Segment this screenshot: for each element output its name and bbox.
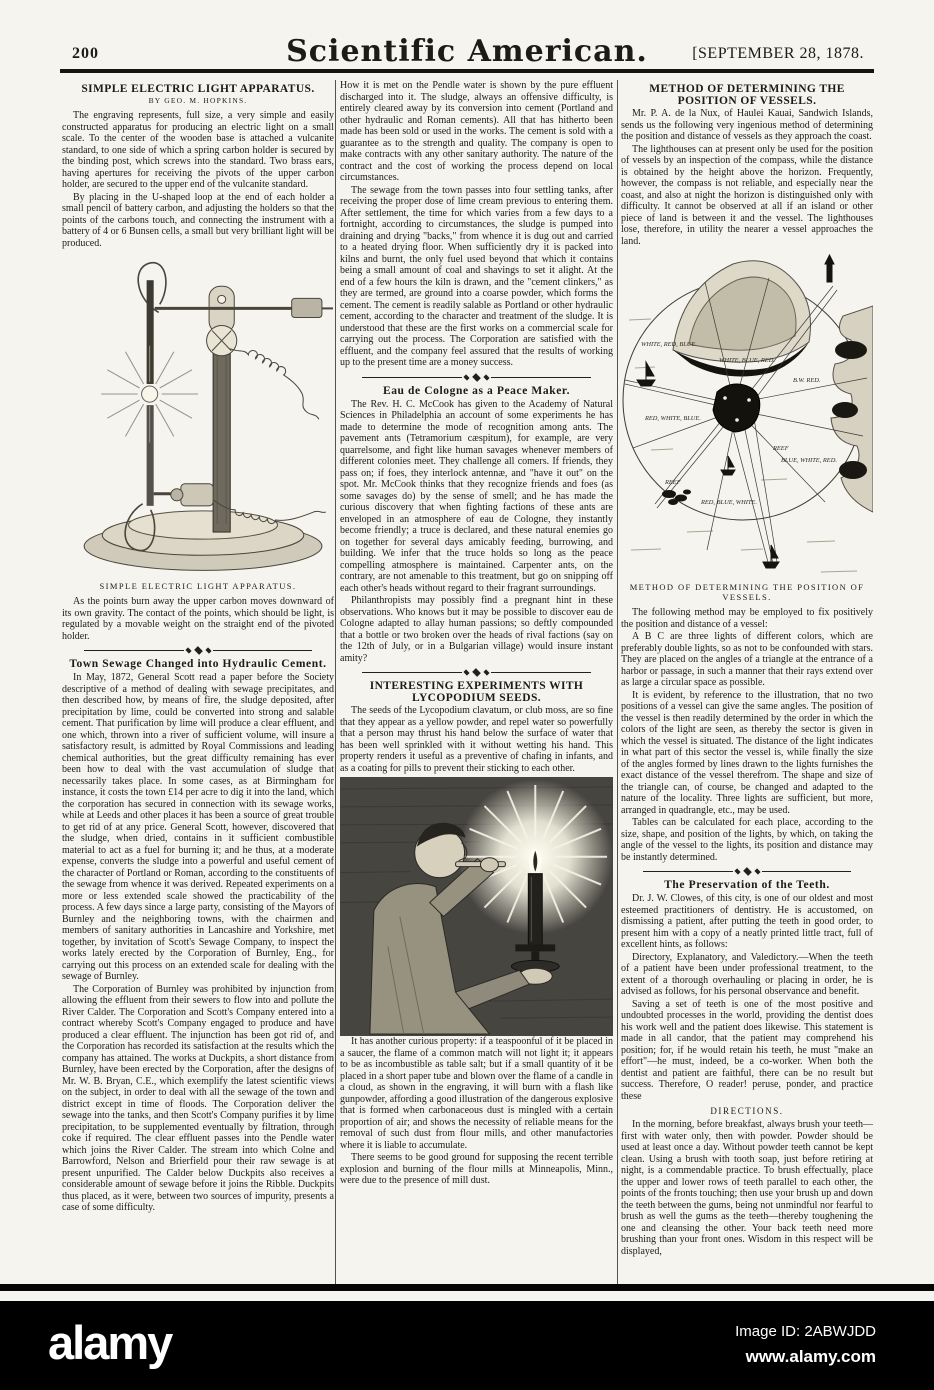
article-title: The Preservation of the Teeth. — [664, 879, 830, 891]
paragraph: Directory, Explanatory, and Valedictory.—When the teeth of a patient have been under professional treatment, to the extent of a thorough overhauling or placing in order, he is advised as follows, for his personal observance and benefit. — [621, 951, 873, 997]
sector-label: BLUE, WHITE, RED. — [781, 457, 837, 464]
article-title: SIMPLE ELECTRIC LIGHT APPARATUS. — [81, 83, 315, 95]
paragraph: The Corporation of Burnley was prohibited by injunction from allowing the effluent from their sewers to flow into and pollute the River Calder. The Corporation and Scott's Company entered into a contract whereby Scott's Company engaged to produce and have produced a clear effluent. The injunction has been got rid of, and the Corporation has recorded its satisfaction at the results which the company has attained. The works at Duckpits, a short distance from Burnley, have been erected by the Corporation, after the designs of Mr. W. B. Bryan, C.E., which exemplify the latest scientific views on the subject, in order to deal with all the sewage of the town and district except in time of floods. The Corporation deliver the sewage into the tanks, and then Scott's Company purifies it by lime precipitation, to be supplemented eventually by filtration, through coke if required. The clear effluent passes into the Pendle water which joins the River Calder. The stream into which Colne and Barrowford, Nelson and Brierfield pour their raw sewage is at present unpurified. The Calder below Duckpits also receives a considerable amount of sewage before it joins the Ribble. Duckpits thus placed, as it were, between two sources of impurity, presents a case of some difficulty. — [62, 983, 334, 1214]
article-title: Town Sewage Changed into Hydraulic Cement. — [69, 658, 327, 671]
column-divider — [617, 80, 618, 1284]
paragraph: As the points burn away the upper carbon moves downward of its own gravity. The contact of the points, which should be light, is regulated by a movable weight on the straight end of the pivoted holder. — [62, 596, 334, 642]
reef-label: REEF — [773, 445, 789, 452]
paragraph: It is evident, by reference to the illustration, that no two positions of a vessel can give the same angles. The position of the vessel is then readily determined by the order in which the colors of the light are seen, as thereby the sector is given in which the vessel is situated. The distance of the light indicates in what part of this sector the vessel is, while finally the size of the angles formed by lines drawn to the lights furnishes the exact distance of the vessel therefrom. The shape and size of the triangle can, of course, be changed and adapted to the nature of the locality. Three lights are sufficient, but more, arranged in quadrangle, etc., may be used. — [621, 689, 873, 816]
section-ornament — [362, 669, 591, 676]
directions-subhead: DIRECTIONS. — [710, 1106, 784, 1116]
article-title: Eau de Cologne as a Peace Maker. — [382, 384, 571, 397]
electric-apparatus-engraving — [62, 252, 334, 579]
paragraph: The lighthouses can at present only be used for the position of vessels by an inspection of the compass, while the distance is obtained by the height above the horizon. Frequently, however, the compass is not reliable, and especially near the coast, and also at night the horizon is distinguished only with difficulty. It cannot be observed at all if an island or other piece of land is between it and the vessel. The lighthouses lose, therefore, in utility the nearer a vessel approaches the land. — [621, 143, 873, 247]
column-3 — [621, 80, 873, 1284]
paragraph: There seems to be good ground for supposing the recent terrible explosion and burning of the flour mills at Minneapolis, Minn., were due to the presence of mill dust. — [340, 1152, 613, 1187]
paragraph: Mr. P. A. de la Nux, of Haulei Kauai, Sandwich Islands, sends us the following very ingenious method of determining the position and distance of vessels as they approach the coast. — [621, 108, 873, 142]
reef-label: REEF — [665, 479, 681, 486]
paragraph: By placing in the U-shaped loop at the end of each holder a small pencil of battery carbon, and adjusting the holders so that the points of the carbons touch, and connecting the instrument with a battery of 4 or 6 Bunsen cells, a small but very brilliant light will be produced. — [62, 191, 334, 249]
paragraph: Philanthropists may possibly find a pregnant hint in these observations. Who knows but it may be possible to discover eau de Cologne adapted to allay human passions; so deftly compounded that a bottle or two broken over the heads of rival factions (say on the 12th of July, or in a Bulgarian village) would insure instant amity? — [340, 595, 613, 664]
lycopodium-engraving — [340, 777, 613, 1036]
figure-caption: METHOD OF DETERMINING THE POSITION OF VESSELS. — [629, 582, 865, 602]
sector-label: B.W. RED. — [793, 377, 821, 384]
column-divider — [335, 80, 336, 1284]
page-bottom-rule — [0, 1284, 934, 1291]
figure-caption: SIMPLE ELECTRIC LIGHT APPARATUS. — [99, 581, 297, 592]
sector-label: WHITE, RED, BLUE. — [641, 341, 697, 348]
article-byline: BY GEO. M. HOPKINS. — [148, 96, 248, 105]
section-ornament — [362, 374, 591, 381]
article-title: METHOD OF DETERMINING THE POSITION OF VESSELS. — [649, 83, 845, 107]
lycopodium-figure — [340, 777, 613, 1036]
paragraph: It has another curious property: if a teaspoonful of it be placed in a saucer, the flame of a common match will not light it; it appears to be as incombustible as table salt; but if a small quantity of it be placed in a short paper tube and blown over the flame of a candle in a cloud, as shown in the engraving, it will burn with a flash like gunpowder, affording a good illustration of the dangerous explosive that is formed when carbonaceous dust is mingled with a certain proportion of air; and shows the necessity of reliable means for the removal of such dust from flour mills, and other manufactories where it is liable to accumulate. — [340, 1036, 613, 1151]
paragraph: A B C are three lights of different colors, which are preferably double lights, so as not to be confounded with stars. They are placed on the angles of a triangle at the entrance of a harbor or passage, in such a manner that their rays extend over as large a circular space as possible. — [621, 631, 873, 688]
paragraph: In the morning, before breakfast, always brush your teeth—first with water only, then with powder. Powder should be used at least once a day. Without powder teeth cannot be kept clean. Using a brush with tooth soap, just before retiring at night, is a commendable practice. To brush effectually, place the upper and lower rows of teeth parallel to each other, the points of the fronts touching; then use your brush up and down the teeth between the gums, being not unmindful nor fearful to brush as well the gums as the teeth—thereby toughening the one and cleansing the other. Your back teeth need more brushing than your front ones. Wisdom in this respect will be displayed, — [621, 1119, 873, 1257]
alamy-watermark-bar — [0, 1301, 934, 1390]
image-id-text: Image ID: 2ABWJDD — [735, 1323, 876, 1340]
sector-label: WHITE, BLUE, RED. — [719, 357, 775, 364]
section-ornament — [643, 868, 851, 875]
paragraph: The Rev. H. C. McCook has given to the Academy of Natural Sciences in Philadelphia an account of some experiments he has made to determine the mode of recognition among ants. The pavement ants (Tetramorium cæspitum), for example, are very quarrelsome, and fight like human savages whenever members of different colonies meet. They challenge all comers. If friends, they pass on; if foes, they interlock antennæ, and "have it out" on the spot. Mr. McCook thinks that they recognize friends and foes (as some savages do) by the sense of smell; and he has made the curious discovery that when fighting factions of these ants are enveloped in an atmosphere of eau de Cologne, they instantly become friendly; a truce is declared, and these natural enemies go on together for several days amicably feeding, burrowing, and building. We infer that the truce holds so long as the peace compelling atmosphere is maintained. Carpenter ants, on the contrary, are not amenable to this treatment, but go on snipping off each other's heads without regard to their fragrant surroundings. — [340, 398, 613, 594]
paragraph: The engraving represents, full size, a very simple and easily constructed apparatus for producing an electric light on a small scale. To the center of the wooden base is attached a vulcanite standard, to one side of which a spring carbon holder is secured by the binding post, which screws into the standard. Two brass ears, having apertures for receiving the pivots of the upper carbon holder, are secured to the upper end of the vulcanite standard. — [62, 110, 334, 190]
sector-label: RED, WHITE, BLUE. — [645, 415, 701, 422]
paragraph: The seeds of the Lycopodium clavatum, or club moss, are so fine that they appear as a yellow powder, and repel water so powerfully that a person may thrust his hand below the surface of water that has been well sprinkled with it without wetting his hand. This property renders it useful as a preventive of chafing in infants, and as a coating for pills to prevent their sticking to each other. — [340, 705, 613, 774]
alamy-url-text: www.alamy.com — [745, 1346, 876, 1366]
vessel-position-diagram-figure — [621, 250, 873, 580]
column-1 — [62, 80, 334, 1284]
paragraph: Dr. J. W. Clowes, of this city, is one of our oldest and most esteemed practitioners of dentistry. He is accustomed, on dismissing a patient, after putting the teeth in good order, to present him with a copy of a neatly printed little tract, full of excellent hints, as follows: — [621, 893, 873, 950]
page-number: 200 — [72, 45, 99, 62]
paragraph: The sewage from the town passes into four settling tanks, after receiving the proper dose of lime cream previous to entering them. After settlement, the time for which varies from a few days to a fortnight, according to circumstances, the sludge is pumped into draining and drying "backs," from whence it is dug out and carried to a heated drying floor. When sufficiently dry it is packed into kilns and burnt, the only fuel used beyond that which it contains being a small amount of coal and shavings to set it alight. At the end of a few hours the kiln is drawn, and the "cement clinkers," as they are termed, are ground into a coarse powder, which forms the cement. The cement is readily salable as Portland or other hydraulic cement, according to the character and treatment of the sludge. It is understood that these are the first works on a commercial scale for carrying out the process. The Corporation are satisfied with the effluent, and the company feel assured that the results of working up to the present time are a money success. — [340, 184, 613, 368]
sector-label: RED, BLUE, WHITE. — [701, 499, 757, 506]
masthead-title: Scientific American. — [286, 34, 648, 69]
vessel-position-diagram — [621, 250, 873, 580]
alamy-logo: alamy — [48, 1316, 172, 1369]
header-rule — [60, 69, 874, 73]
issue-date: [SEPTEMBER 28, 1878. — [692, 45, 864, 62]
paragraph: The following method may be employed to fix positively the position and distance of a vessel: — [621, 607, 873, 630]
paragraph: Saving a set of teeth is one of the most positive and undoubted processes in the world, providing the dentist does his work well and the patient does likewise. This statement is made in all candor, that the patient may comprehend his position; for, if he would retain his teeth, he must "make an effort"—he must, indeed, be a co-worker. When both the dentist and patient are faithful, there can be no result but success. Therefore, O reader! peruse, ponder, and practice these — [621, 998, 873, 1102]
paragraph: Tables can be calculated for each place, according to the size, shape, and position of the lights, by which, on taking the angle of the vessel to the lights, its position and distance may be instantly determined. — [621, 817, 873, 863]
column-2 — [340, 80, 613, 1284]
paragraph: In May, 1872, General Scott read a paper before the Society descriptive of a method of dealing with sewage precipitates, and then described how, by means of fire, the sludge deposited, after precipitation by lime, could be converted into strong and salable cement. That purification by lime will produce a clear effluent, and one which, thrown into a river of sufficient volume, will insure a satisfactory result, is admitted by Royal Commissions and leading chemical authorities, but the great difficulty remaining has ever been how to deal with the vast accumulation of sludge that necessarily takes place. In some cases, as at Birmingham for instance, it costs the town £14 per acre to dig it into the land, which the corporation has secured in connection with its sewage works, while at Leeds and other places it has been a source of great trouble to get rid of at any price. General Scott, however, discovered that the sludge, when dried, contains in it sufficient combustible material to act as a fuel for burning it; and he thus, at a moderate expense, converts the sludge into a powerful and useful cement of the character of Portland or Roman, according to the constituents of the sewage from whence it was derived. Repeated experiments on a more or less extended scale showed the practicability of the process. A few days since a large party, consisting of the Mayors of Burnley and the neighboring towns, with the chairmen and members of sanitary authorities in Lancashire and Yorkshire, met together, by invitation of Scott's Sewage Company, to inspect the works lately erected by the Corporation of Burnley, Eng., for carrying out this process on an extended scale for dealing with the sewage of Burnley. — [62, 672, 334, 983]
electric-apparatus-figure — [62, 252, 334, 579]
paragraph: How it is met on the Pendle water is shown by the pure effluent discharged into it. The sludge, always an offensive difficulty, is entirely cleared away by its conversion into cement (Portland and other hydraulic and Roman cements). All that has hitherto been made has been sold or used in the works. The cement is sold with a guarantee as to the strength and quality. The company is open to make contracts with any other sanitary authority. The nature of the contract and the cost of working the process depend on local circumstances. — [340, 80, 613, 183]
article-title: INTERESTING EXPERIMENTS WITH LYCOPODIUM SEEDS. — [369, 680, 584, 704]
section-ornament — [84, 647, 312, 654]
